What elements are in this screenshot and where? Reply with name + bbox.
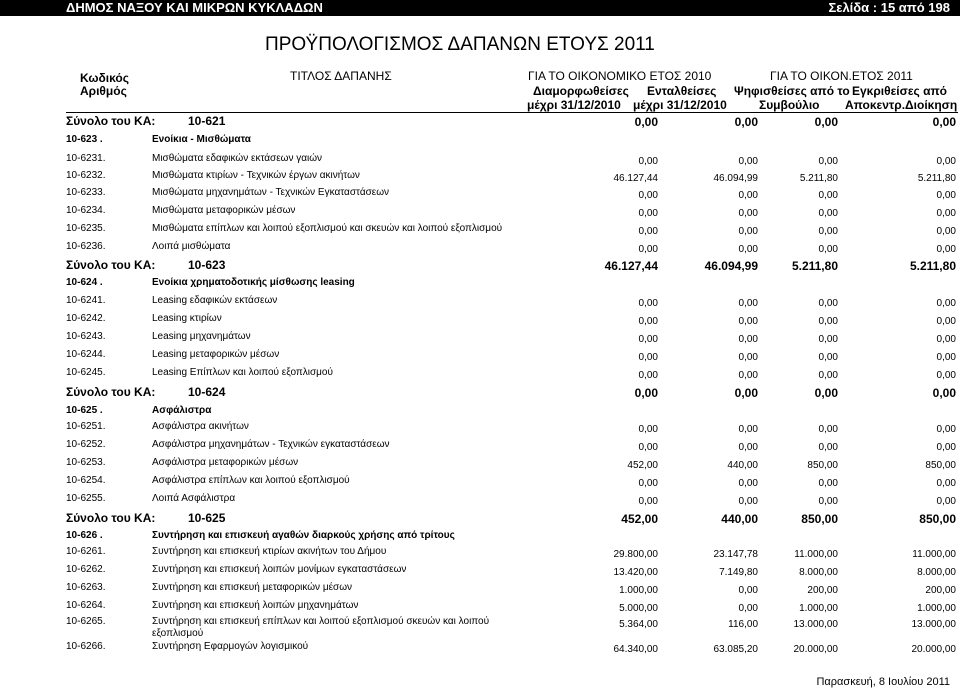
approved-amount: 0,00 xyxy=(936,352,956,363)
ordered-amount: 0,00 xyxy=(738,316,758,327)
approved-amount: 1.000,00 xyxy=(917,603,956,614)
section-title: Ασφάλιστρα xyxy=(152,405,212,416)
total-code: 10-623 xyxy=(188,258,226,272)
ordered-amount: 116,00 xyxy=(728,619,758,630)
formed-amount: 0,00 xyxy=(638,478,658,489)
ordered-amount: 0,00 xyxy=(738,478,758,489)
total-label: Σύνολο του ΚΑ: xyxy=(66,114,156,128)
approved-amount: 850,00 xyxy=(925,460,956,471)
section-code: 10-624 . xyxy=(66,277,103,288)
approved-amount: 0,00 xyxy=(936,208,956,219)
col-voted-label-2: Συμβούλιο xyxy=(759,98,820,112)
approved-amount: 0,00 xyxy=(936,334,956,345)
item-description: Leasing κτιρίων xyxy=(152,313,222,324)
item-code: 10-6252. xyxy=(66,439,106,450)
table-row xyxy=(0,546,960,564)
formed-amount: 5.364,00 xyxy=(619,619,658,630)
formed-amount: 0,00 xyxy=(638,298,658,309)
formed-amount: 46.127,44 xyxy=(604,259,658,273)
table-row xyxy=(0,349,960,367)
formed-amount: 0,00 xyxy=(634,115,658,129)
ordered-amount: 0,00 xyxy=(738,424,758,435)
item-description: Συντήρηση και επισκευή λοιπών μηχανημάτων xyxy=(152,600,359,611)
formed-amount: 0,00 xyxy=(638,316,658,327)
voted-amount: 850,00 xyxy=(801,512,838,526)
approved-amount: 0,00 xyxy=(932,115,956,129)
table-row xyxy=(0,295,960,313)
formed-amount: 0,00 xyxy=(638,352,658,363)
formed-amount: 0,00 xyxy=(638,190,658,201)
item-code: 10-6241. xyxy=(66,295,106,306)
ordered-amount: 23.147,78 xyxy=(713,549,758,560)
item-description: Ασφάλιστρα μηχανημάτων - Τεχνικών εγκαταστάσεων xyxy=(152,439,390,450)
formed-amount: 0,00 xyxy=(638,496,658,507)
formed-amount: 0,00 xyxy=(638,370,658,381)
voted-amount: 11.000,00 xyxy=(794,549,838,560)
item-code: 10-6232. xyxy=(66,170,106,181)
item-description: Συντήρηση και επισκευή επίπλων και λοιπού εξοπλισμού σκευών και λοιπού εξοπλισμού xyxy=(152,616,490,639)
item-description: Συντήρηση και επισκευή κτιρίων ακινήτων του Δήμου xyxy=(152,546,387,557)
formed-amount: 0,00 xyxy=(638,334,658,345)
item-description: Μισθώματα κτιρίων - Τεχνικών έργων ακινήτων xyxy=(152,170,360,181)
ordered-amount: 0,00 xyxy=(738,298,758,309)
item-description: Μισθώματα επίπλων και λοιπού εξοπλισμού και σκευών και λοιπού εξοπλισμού xyxy=(152,223,503,234)
formed-amount: 0,00 xyxy=(638,424,658,435)
formed-amount: 0,00 xyxy=(634,386,658,400)
item-code: 10-6231. xyxy=(66,153,106,164)
section-title: Ενοίκια - Μισθώματα xyxy=(152,134,251,145)
approved-amount: 5.211,80 xyxy=(917,173,956,184)
formed-amount: 5.000,00 xyxy=(619,603,658,614)
item-description: Μισθώματα εδαφικών εκτάσεων γαιών xyxy=(152,153,323,164)
total-label: Σύνολο του ΚΑ: xyxy=(66,511,156,525)
col-code-label: Κωδικός xyxy=(80,71,130,85)
item-description: Μισθώματα μεταφορικών μέσων xyxy=(152,205,296,216)
approved-amount: 0,00 xyxy=(936,244,956,255)
table-row xyxy=(0,582,960,600)
table-row xyxy=(0,616,960,639)
voted-amount: 5.211,80 xyxy=(791,259,838,273)
ordered-amount: 0,00 xyxy=(734,386,758,400)
formed-amount: 0,00 xyxy=(638,442,658,453)
approved-amount: 0,00 xyxy=(936,190,956,201)
col-voted-label: Ψηφισθείσες από το xyxy=(734,84,850,98)
item-code: 10-6255. xyxy=(66,493,106,504)
footer-date: Παρασκευή, 8 Ιουλίου 2011 xyxy=(816,676,950,688)
page-number: Σελίδα : 15 από 198 xyxy=(828,0,950,15)
col-formed-date: μέχρι 31/12/2010 xyxy=(527,98,621,112)
voted-amount: 20.000,00 xyxy=(793,644,838,655)
voted-amount: 0,00 xyxy=(818,298,838,309)
voted-amount: 0,00 xyxy=(814,386,838,400)
voted-amount: 0,00 xyxy=(818,424,838,435)
item-code: 10-6236. xyxy=(66,241,106,252)
approved-amount: 5.211,80 xyxy=(909,259,956,273)
item-description: Συντήρηση και επισκευή μεταφορικών μέσων xyxy=(152,582,353,593)
table-row xyxy=(0,205,960,223)
header-bar xyxy=(0,0,960,16)
ordered-amount: 440,00 xyxy=(721,512,758,526)
col-approved-label-2: Αποκεντρ.Διοίκηση xyxy=(845,98,958,112)
col-ordered-date: μέχρι 31/12/2010 xyxy=(633,98,727,112)
ordered-amount: 7.149,80 xyxy=(719,567,758,578)
approved-amount: 0,00 xyxy=(936,442,956,453)
total-code: 10-625 xyxy=(188,511,226,525)
table-row xyxy=(0,457,960,475)
item-description: Συντήρηση Εφαρμογών λογισμικού xyxy=(152,641,309,652)
table-row xyxy=(0,421,960,439)
voted-amount: 0,00 xyxy=(814,115,838,129)
item-description: Leasing μεταφορικών μέσων xyxy=(152,349,280,360)
item-code: 10-6242. xyxy=(66,313,106,324)
approved-amount: 0,00 xyxy=(936,478,956,489)
formed-amount: 29.800,00 xyxy=(613,549,658,560)
item-code: 10-6266. xyxy=(66,641,106,652)
approved-amount: 0,00 xyxy=(936,226,956,237)
ordered-amount: 0,00 xyxy=(738,370,758,381)
table-row xyxy=(0,153,960,171)
formed-amount: 0,00 xyxy=(638,208,658,219)
item-description: Ασφάλιστρα μεταφορικών μέσων xyxy=(152,457,299,468)
table-row xyxy=(0,223,960,241)
total-label: Σύνολο του ΚΑ: xyxy=(66,385,156,399)
ordered-amount: 0,00 xyxy=(738,156,758,167)
item-code: 10-6234. xyxy=(66,205,106,216)
approved-amount: 0,00 xyxy=(936,298,956,309)
approved-amount: 11.000,00 xyxy=(912,549,956,560)
section-title: Ενοίκια χρηματοδοτικής μίσθωσης leasing xyxy=(152,277,355,288)
section-code: 10-625 . xyxy=(66,405,103,416)
header-divider xyxy=(66,112,958,113)
table-row xyxy=(0,564,960,582)
voted-amount: 8.000,00 xyxy=(799,567,838,578)
voted-amount: 0,00 xyxy=(818,334,838,345)
voted-amount: 1.000,00 xyxy=(799,603,838,614)
table-row xyxy=(0,439,960,457)
formed-amount: 46.127,44 xyxy=(613,173,658,184)
table-row xyxy=(0,367,960,385)
approved-amount: 20.000,00 xyxy=(911,644,956,655)
page-title: ΠΡΟΫΠΟΛΟΓΙΣΜΟΣ ΔΑΠΑΝΩΝ ΕΤΟΥΣ 2011 xyxy=(265,34,655,55)
total-row xyxy=(0,258,960,276)
item-code: 10-6265. xyxy=(66,616,106,627)
ordered-amount: 0,00 xyxy=(738,603,758,614)
formed-amount: 452,00 xyxy=(627,460,658,471)
item-description: Leasing εδαφικών εκτάσεων xyxy=(152,295,278,306)
voted-amount: 850,00 xyxy=(807,460,838,471)
ordered-amount: 0,00 xyxy=(738,585,758,596)
item-description: Συντήρηση και επισκευή λοιπών μονίμων εγκαταστάσεων xyxy=(152,564,407,575)
voted-amount: 0,00 xyxy=(818,190,838,201)
item-code: 10-6262. xyxy=(66,564,106,575)
item-description: Λοιπά μισθώματα xyxy=(152,241,231,252)
voted-amount: 0,00 xyxy=(818,208,838,219)
table-row xyxy=(0,493,960,511)
item-code: 10-6261. xyxy=(66,546,106,557)
voted-amount: 0,00 xyxy=(818,478,838,489)
ordered-amount: 440,00 xyxy=(727,460,758,471)
total-label: Σύνολο του ΚΑ: xyxy=(66,258,156,272)
total-row xyxy=(0,511,960,529)
ordered-amount: 0,00 xyxy=(738,352,758,363)
table-row xyxy=(0,475,960,493)
table-row xyxy=(0,313,960,331)
approved-amount: 13.000,00 xyxy=(911,619,956,630)
ordered-amount: 0,00 xyxy=(738,496,758,507)
item-code: 10-6254. xyxy=(66,475,106,486)
formed-amount: 1.000,00 xyxy=(619,585,658,596)
col-title-label: ΤΙΤΛΟΣ ΔΑΠΑΝΗΣ xyxy=(290,69,392,83)
col-year2010-label: ΓΙΑ ΤΟ ΟΙΚΟΝΟΜΙΚΟ ΕΤΟΣ 2010 xyxy=(528,69,712,83)
approved-amount: 850,00 xyxy=(919,512,956,526)
item-code: 10-6251. xyxy=(66,421,106,432)
section-row xyxy=(0,277,960,295)
section-title: Συντήρηση και επισκευή αγαθών διαρκούς χρήσης από τρίτους xyxy=(152,530,455,541)
ordered-amount: 0,00 xyxy=(738,244,758,255)
ordered-amount: 46.094,99 xyxy=(704,259,758,273)
voted-amount: 200,00 xyxy=(807,585,838,596)
item-code: 10-6233. xyxy=(66,187,106,198)
approved-amount: 0,00 xyxy=(936,424,956,435)
item-code: 10-6243. xyxy=(66,331,106,342)
approved-amount: 0,00 xyxy=(936,156,956,167)
voted-amount: 0,00 xyxy=(818,496,838,507)
section-code: 10-623 . xyxy=(66,134,103,145)
table-row xyxy=(0,241,960,259)
ordered-amount: 0,00 xyxy=(738,334,758,345)
total-code: 10-624 xyxy=(188,385,226,399)
voted-amount: 0,00 xyxy=(818,226,838,237)
formed-amount: 0,00 xyxy=(638,156,658,167)
approved-amount: 0,00 xyxy=(936,370,956,381)
voted-amount: 0,00 xyxy=(818,316,838,327)
item-description: Ασφάλιστρα επίπλων και λοιπού εξοπλισμού xyxy=(152,475,350,486)
ordered-amount: 0,00 xyxy=(734,115,758,129)
voted-amount: 0,00 xyxy=(818,352,838,363)
item-description: Λοιπά Ασφάλιστρα xyxy=(152,493,236,504)
item-code: 10-6253. xyxy=(66,457,106,468)
col-formed-label: Διαμορφωθείσες xyxy=(533,84,629,98)
ordered-amount: 0,00 xyxy=(738,226,758,237)
col-ordered-label: Ενταλθείσες xyxy=(647,84,717,98)
ordered-amount: 63.085,20 xyxy=(713,644,758,655)
item-description: Leasing μηχανημάτων xyxy=(152,331,251,342)
total-code: 10-621 xyxy=(188,114,226,128)
item-code: 10-6263. xyxy=(66,582,106,593)
approved-amount: 8.000,00 xyxy=(917,567,956,578)
item-description: Μισθώματα μηχανημάτων - Τεχνικών Εγκαταστάσεων xyxy=(152,187,390,198)
formed-amount: 0,00 xyxy=(638,244,658,255)
total-row xyxy=(0,114,960,132)
voted-amount: 0,00 xyxy=(818,244,838,255)
item-description: Leasing Επίπλων και λοιπού εξοπλισμού xyxy=(152,367,333,378)
table-row xyxy=(0,187,960,205)
formed-amount: 0,00 xyxy=(638,226,658,237)
ordered-amount: 0,00 xyxy=(738,442,758,453)
ordered-amount: 0,00 xyxy=(738,190,758,201)
ordered-amount: 0,00 xyxy=(738,208,758,219)
item-code: 10-6244. xyxy=(66,349,106,360)
voted-amount: 0,00 xyxy=(818,156,838,167)
item-description: Ασφάλιστρα ακινήτων xyxy=(152,421,249,432)
voted-amount: 0,00 xyxy=(818,370,838,381)
table-row xyxy=(0,331,960,349)
formed-amount: 64.340,00 xyxy=(613,644,658,655)
approved-amount: 200,00 xyxy=(925,585,956,596)
voted-amount: 13.000,00 xyxy=(793,619,838,630)
item-code: 10-6235. xyxy=(66,223,106,234)
item-code: 10-6264. xyxy=(66,600,106,611)
item-code: 10-6245. xyxy=(66,367,106,378)
approved-amount: 0,00 xyxy=(936,316,956,327)
approved-amount: 0,00 xyxy=(932,386,956,400)
col-number-label: Αριθμός xyxy=(80,84,127,98)
total-row xyxy=(0,385,960,403)
col-approved-label: Εγκριθείσες από xyxy=(852,84,948,98)
voted-amount: 0,00 xyxy=(818,442,838,453)
table-row xyxy=(0,641,960,659)
voted-amount: 5.211,80 xyxy=(799,173,838,184)
section-code: 10-626 . xyxy=(66,530,103,541)
formed-amount: 452,00 xyxy=(621,512,658,526)
approved-amount: 0,00 xyxy=(936,496,956,507)
organization-name: ΔΗΜΟΣ ΝΑΞΟΥ ΚΑΙ ΜΙΚΡΩΝ ΚΥΚΛΑΔΩΝ xyxy=(66,0,323,15)
formed-amount: 13.420,00 xyxy=(613,567,658,578)
section-row xyxy=(0,134,960,152)
ordered-amount: 46.094,99 xyxy=(713,173,758,184)
col-year2011-label: ΓΙΑ ΤΟ ΟΙΚΟΝ.ΕΤΟΣ 2011 xyxy=(770,69,913,83)
table-row xyxy=(0,170,960,188)
